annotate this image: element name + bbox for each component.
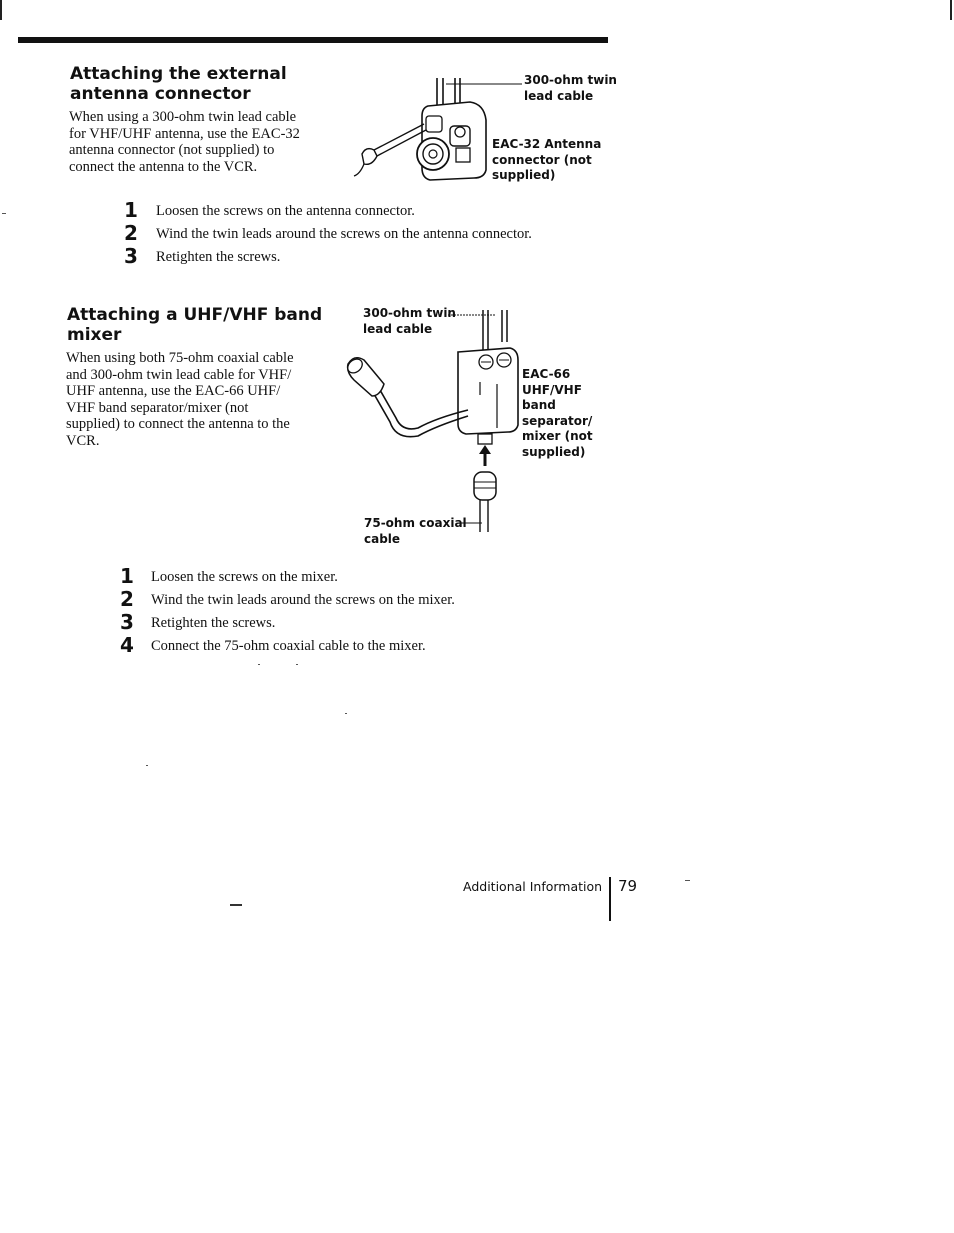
body-line: When using a 300-ohm twin lead cable	[69, 109, 297, 125]
step-text: Retighten the screws.	[156, 249, 281, 265]
section-body-band-mixer	[66, 350, 336, 449]
step-text: Wind the twin leads around the screws on the mixer.	[151, 592, 455, 608]
body-line: connect the antenna to the VCR.	[69, 158, 258, 175]
label-300ohm-cable: 300-ohm twin lead cable	[524, 73, 617, 103]
page-edge-mark	[0, 0, 2, 20]
scan-speck	[2, 213, 6, 214]
step-text: Wind the twin leads around the screws on the antenna connector.	[156, 226, 532, 242]
section-heading-band-mixer	[67, 305, 322, 345]
top-rule	[18, 37, 608, 43]
step-number: 3	[124, 244, 138, 268]
body-line: VHF band separator/mixer (not	[66, 399, 249, 416]
body-line: UHF antenna, use the EAC-66 UHF/	[66, 383, 281, 399]
step-text: Loosen the screws on the mixer.	[151, 569, 338, 585]
scan-speck	[296, 664, 298, 665]
step-number: 3	[120, 610, 134, 634]
label-eac32-connector: EAC-32 Antenna connector (not supplied)	[492, 137, 602, 182]
heading-line: Attaching a UHF/VHF band	[67, 305, 323, 325]
section-heading-antenna-connector	[70, 64, 287, 104]
step-number: 1	[120, 564, 134, 588]
body-line: and 300-ohm twin lead cable for VHF/	[66, 366, 292, 383]
heading-line: mixer	[67, 325, 122, 345]
step-text: Connect the 75-ohm coaxial cable to the mixer.	[151, 638, 426, 654]
step-number: 2	[120, 587, 134, 611]
heading-line: Attaching the external	[70, 64, 287, 84]
body-line: antenna connector (not supplied) to	[69, 142, 275, 158]
step-text: Retighten the screws.	[151, 615, 276, 631]
label-75ohm-coax: 75-ohm coaxial cable	[364, 516, 467, 546]
step-number: 2	[124, 221, 138, 245]
step-number: 4	[120, 633, 134, 657]
footer-section-name: Additional Information	[463, 879, 603, 894]
body-line: supplied) to connect the antenna to the	[66, 416, 290, 432]
scan-speck	[146, 765, 148, 766]
scan-speck	[230, 904, 242, 906]
heading-line: antenna connector	[70, 84, 251, 104]
step-text: Loosen the screws on the antenna connector.	[156, 203, 415, 219]
step-number: 1	[124, 198, 138, 222]
body-line: When using both 75-ohm coaxial cable	[66, 350, 294, 366]
section-body-antenna-connector	[69, 109, 339, 175]
scan-speck	[685, 880, 690, 881]
scan-speck	[345, 713, 347, 714]
body-line: for VHF/UHF antenna, use the EAC-32	[69, 125, 300, 142]
body-line: VCR.	[66, 432, 100, 449]
scan-speck	[258, 664, 260, 665]
footer-divider	[609, 877, 611, 921]
page-number: 79	[618, 877, 638, 895]
page-edge-mark	[950, 0, 952, 20]
label-300ohm-cable-mixer: 300-ohm twin lead cable	[363, 306, 456, 336]
label-eac66-mixer: EAC-66 UHF/VHF band separator/ mixer (not supplied)	[522, 367, 593, 459]
